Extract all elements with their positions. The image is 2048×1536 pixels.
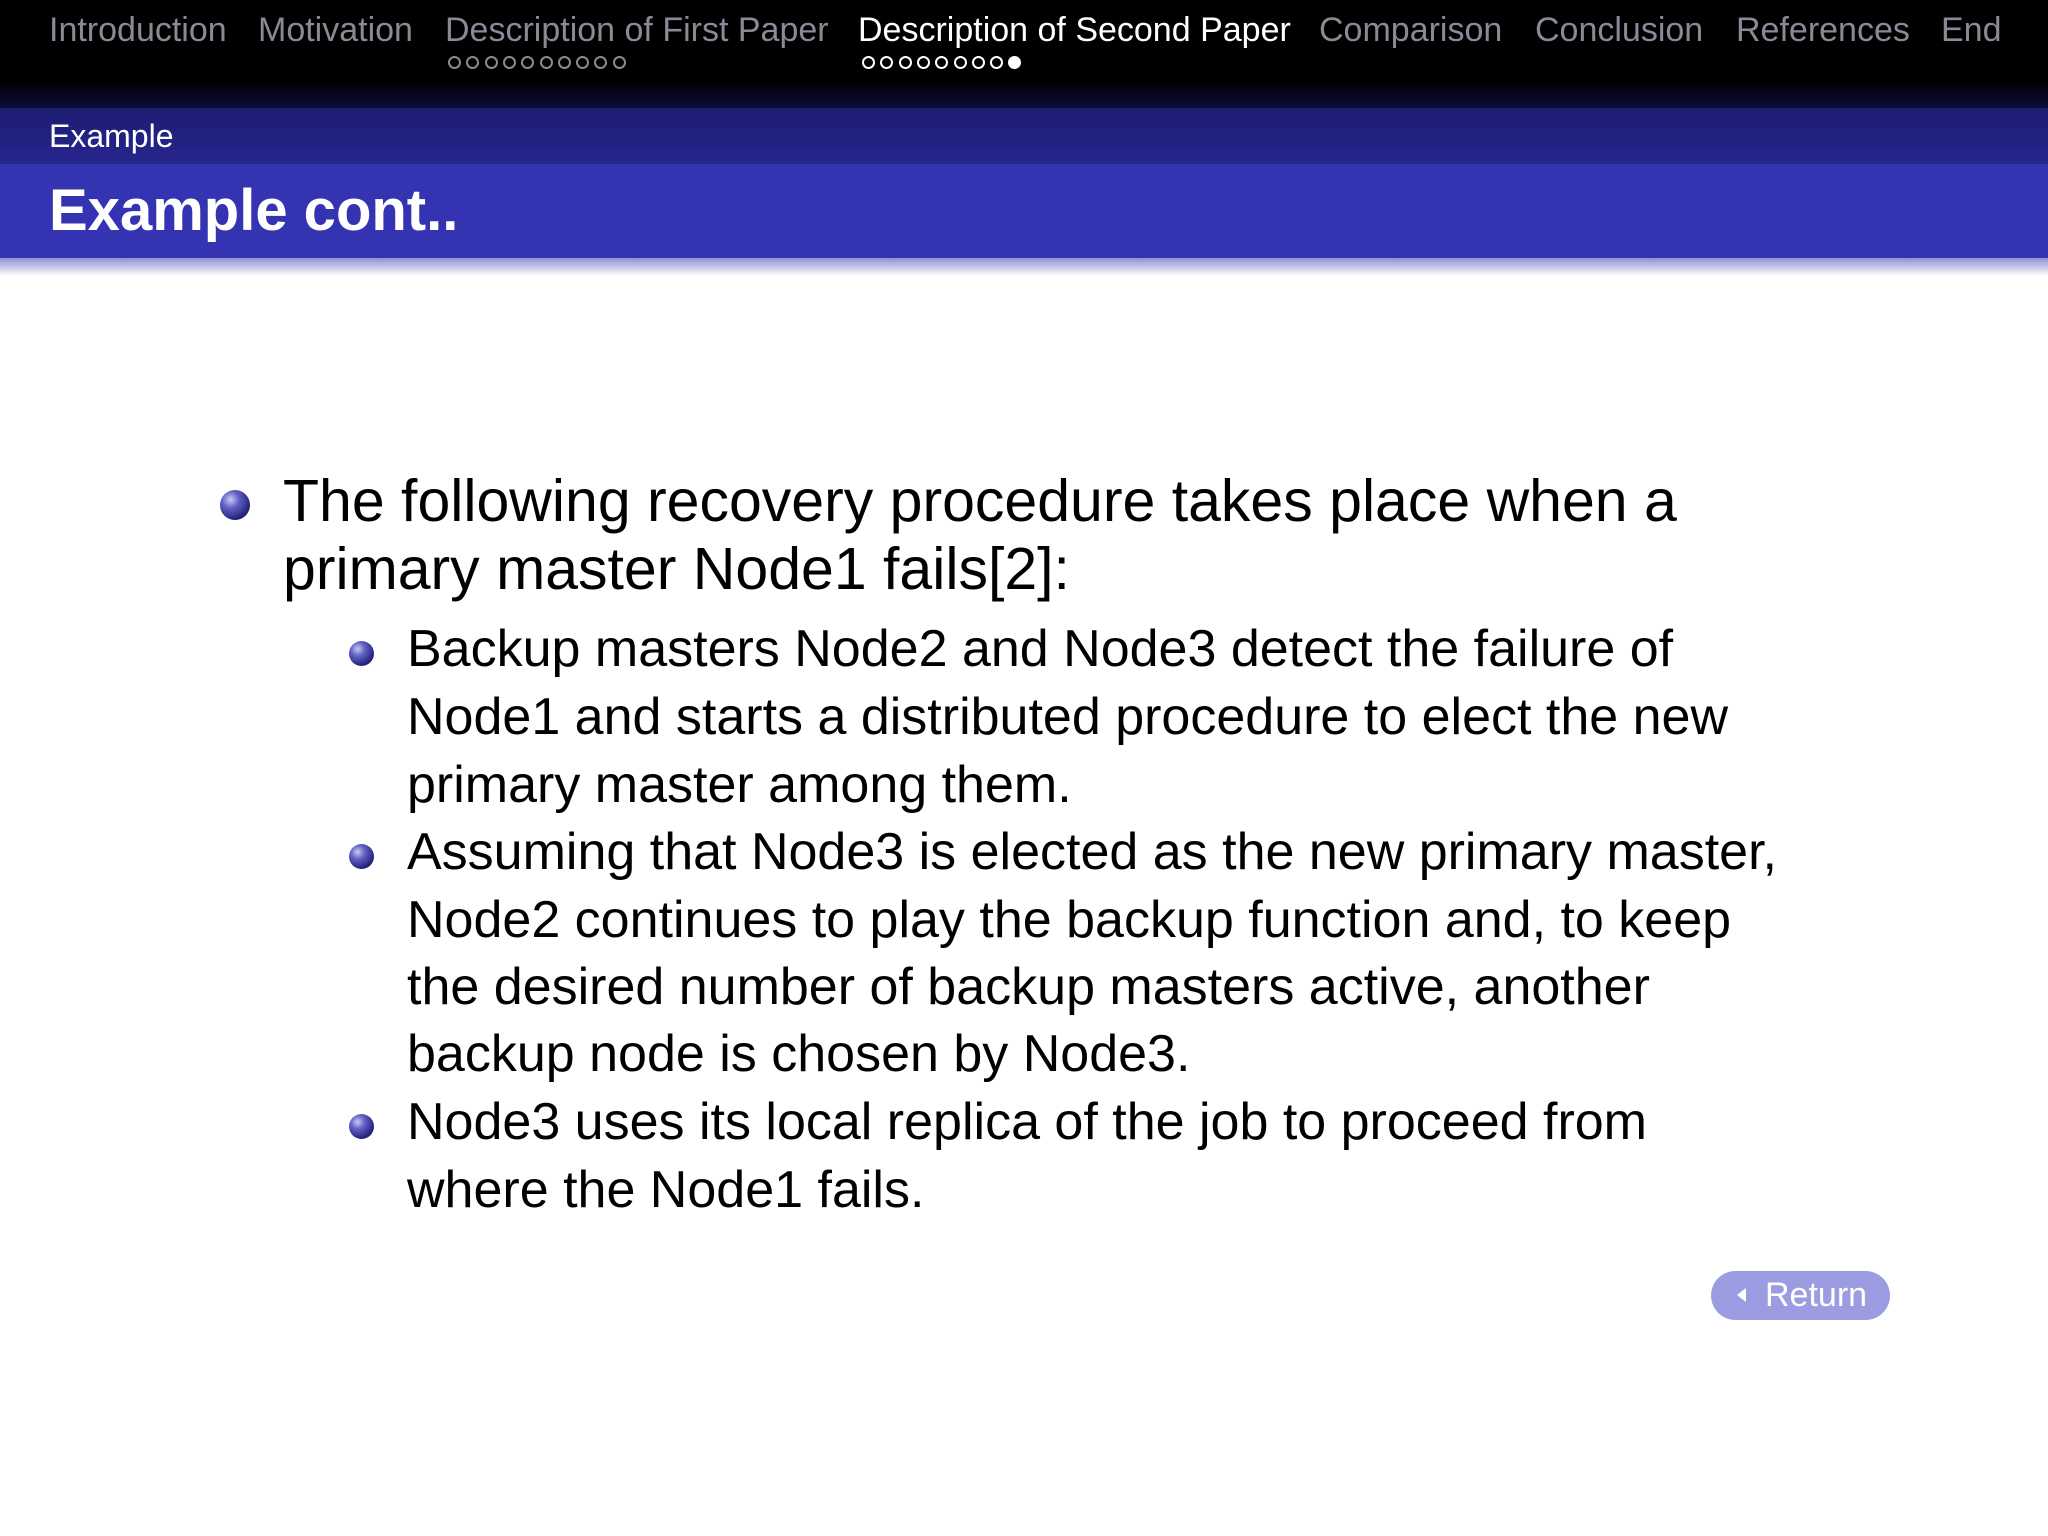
sub-bullet-3-line-2: where the Node1 fails.	[407, 1161, 925, 1219]
frame-dot[interactable]	[954, 56, 967, 69]
sub-bullet-2-line-3: the desired number of backup masters active, another	[407, 958, 1650, 1016]
sub-bullet-icon	[349, 844, 374, 869]
frame-dot[interactable]	[917, 56, 930, 69]
subsection-label[interactable]: Example	[49, 118, 174, 154]
frame-dot[interactable]	[558, 56, 571, 69]
sub-bullet-2-line-2: Node2 continues to play the backup function and, to keep	[407, 891, 1732, 949]
triangle-left-icon	[1737, 1288, 1746, 1302]
current-frame-dot[interactable]	[1008, 56, 1021, 69]
nav-section-introduction[interactable]: Introduction	[49, 11, 227, 49]
return-button[interactable]	[1711, 1271, 1890, 1320]
frame-dot[interactable]	[594, 56, 607, 69]
frame-dot[interactable]	[485, 56, 498, 69]
frame-dot[interactable]	[466, 56, 479, 69]
frame-dot[interactable]	[503, 56, 516, 69]
sub-bullet-2-line-4: backup node is chosen by Node3.	[407, 1025, 1191, 1083]
nav-section-second-paper[interactable]: Description of Second Paper	[858, 11, 1291, 49]
title-shadow	[0, 258, 2048, 276]
main-bullet-line-2: primary master Node1 fails[2]:	[283, 536, 1070, 602]
sub-bullet-1-line-1: Backup masters Node2 and Node3 detect the failure of	[407, 620, 1674, 678]
main-bullet-line-1: The following recovery procedure takes place when a	[283, 468, 1677, 534]
sub-bullet-icon	[349, 1114, 374, 1139]
sub-bullet-1-line-2: Node1 and starts a distributed procedure to elect the new	[407, 688, 1729, 746]
sub-bullet-icon	[349, 641, 374, 666]
nav-section-conclusion[interactable]: Conclusion	[1535, 11, 1704, 49]
frame-dot[interactable]	[972, 56, 985, 69]
frame-dot[interactable]	[448, 56, 461, 69]
nav-section-first-paper[interactable]: Description of First Paper	[445, 11, 829, 49]
frame-title: Example cont..	[49, 178, 459, 243]
sub-bullet-2-line-1: Assuming that Node3 is elected as the new primary master,	[407, 823, 1777, 881]
sub-bullet-3-line-1: Node3 uses its local replica of the job to proceed from	[407, 1093, 1648, 1151]
frame-dot[interactable]	[899, 56, 912, 69]
subsection-bar	[0, 108, 2048, 164]
bullet-icon	[220, 490, 250, 520]
frame-title-bar	[0, 164, 2048, 258]
frame-dot[interactable]	[540, 56, 553, 69]
frame-dot[interactable]	[521, 56, 534, 69]
frame-dot[interactable]	[880, 56, 893, 69]
nav-section-comparison[interactable]: Comparison	[1319, 11, 1503, 49]
nav-section-motivation[interactable]: Motivation	[258, 11, 413, 49]
nav-section-end[interactable]: End	[1941, 11, 2002, 49]
frame-dot[interactable]	[862, 56, 875, 69]
frame-dot[interactable]	[576, 56, 589, 69]
frame-dot[interactable]	[613, 56, 626, 69]
nav-section-references[interactable]: References	[1736, 11, 1910, 49]
frame-dot[interactable]	[935, 56, 948, 69]
sub-bullet-1-line-3: primary master among them.	[407, 756, 1072, 814]
section-navigation-bar	[0, 0, 2048, 108]
return-label: Return	[1765, 1276, 1868, 1314]
frame-dot[interactable]	[990, 56, 1003, 69]
